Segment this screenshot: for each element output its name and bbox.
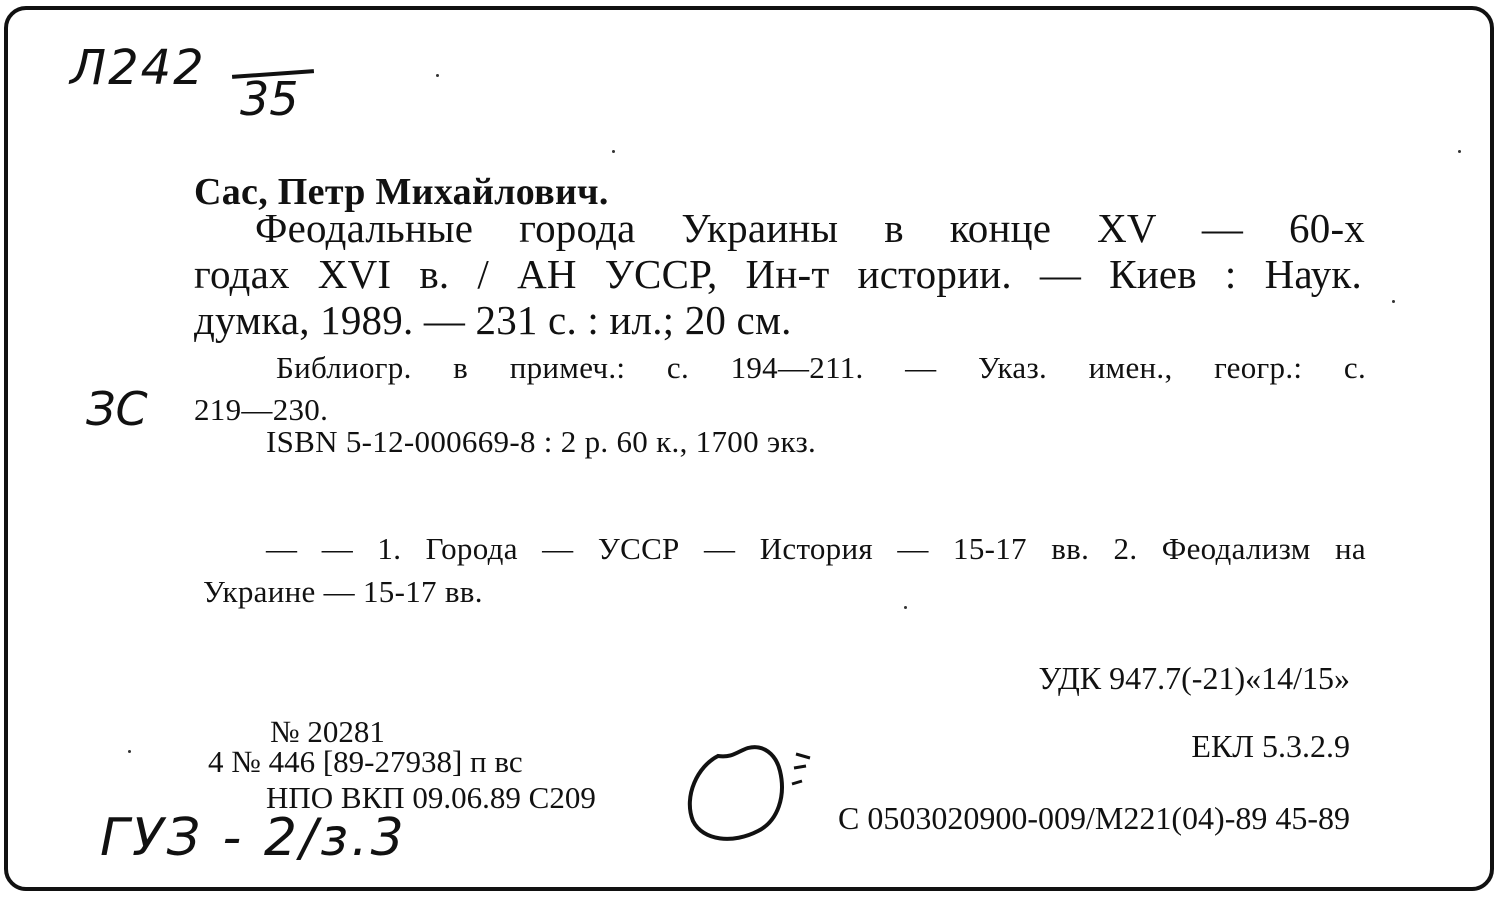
note-bibliography: Библиогр. в примеч.: с. 194—211. — Указ. имен., геогр.: с. [276, 350, 1366, 385]
isbn-line: ISBN 5-12-000669-8 : 2 р. 60 к., 1700 экз. [266, 424, 817, 459]
dust-speck [1392, 300, 1395, 303]
dust-speck [436, 74, 439, 77]
handwritten-margin-mark: ЗС [86, 382, 148, 436]
subject-headings-1: — — 1. Города — УССР — История — 15-17 вв. 2. Феодализм на [266, 531, 1366, 566]
npo-line: НПО ВКП 09.06.89 С209 [266, 780, 596, 815]
handwritten-fraction-number: 35 [240, 72, 299, 126]
dust-speck [904, 606, 907, 609]
dust-speck [128, 750, 131, 753]
author-heading: Сас, Петр Михайлович. [194, 171, 609, 213]
publisher-code: С 0503020900-009/М221(04)-89 45-89 [838, 800, 1350, 836]
handwritten-bottom-code: ГУЗ - 2/з.3 [100, 808, 407, 868]
title-line-2: годах XVI в. / АН УССР, Ин-т истории. — Киев : Наук. [194, 251, 1362, 297]
title-line-1: Феодальные города Украины в конце XV — 60-х [255, 205, 1365, 251]
hand-drawn-seal-mark [678, 736, 828, 846]
title-line-3: думка, 1989. — 231 с. : ил.; 20 см. [194, 297, 792, 343]
dust-speck [612, 150, 615, 153]
subject-headings-2: Украине — 15-17 вв. [203, 574, 483, 609]
dust-speck [1458, 150, 1461, 153]
catalog-card [4, 6, 1494, 891]
card-number: № 20281 [270, 714, 385, 749]
note-bibliography-cont: 219—230. [194, 392, 329, 427]
handwritten-shelfmark: Л242 [70, 40, 206, 96]
ekl-code: ЕКЛ 5.3.2.9 [1191, 728, 1350, 764]
order-line: 4 № 446 [89-27938] п вс [208, 744, 523, 779]
udk-code: УДК 947.7(-21)«14/15» [1038, 660, 1350, 696]
